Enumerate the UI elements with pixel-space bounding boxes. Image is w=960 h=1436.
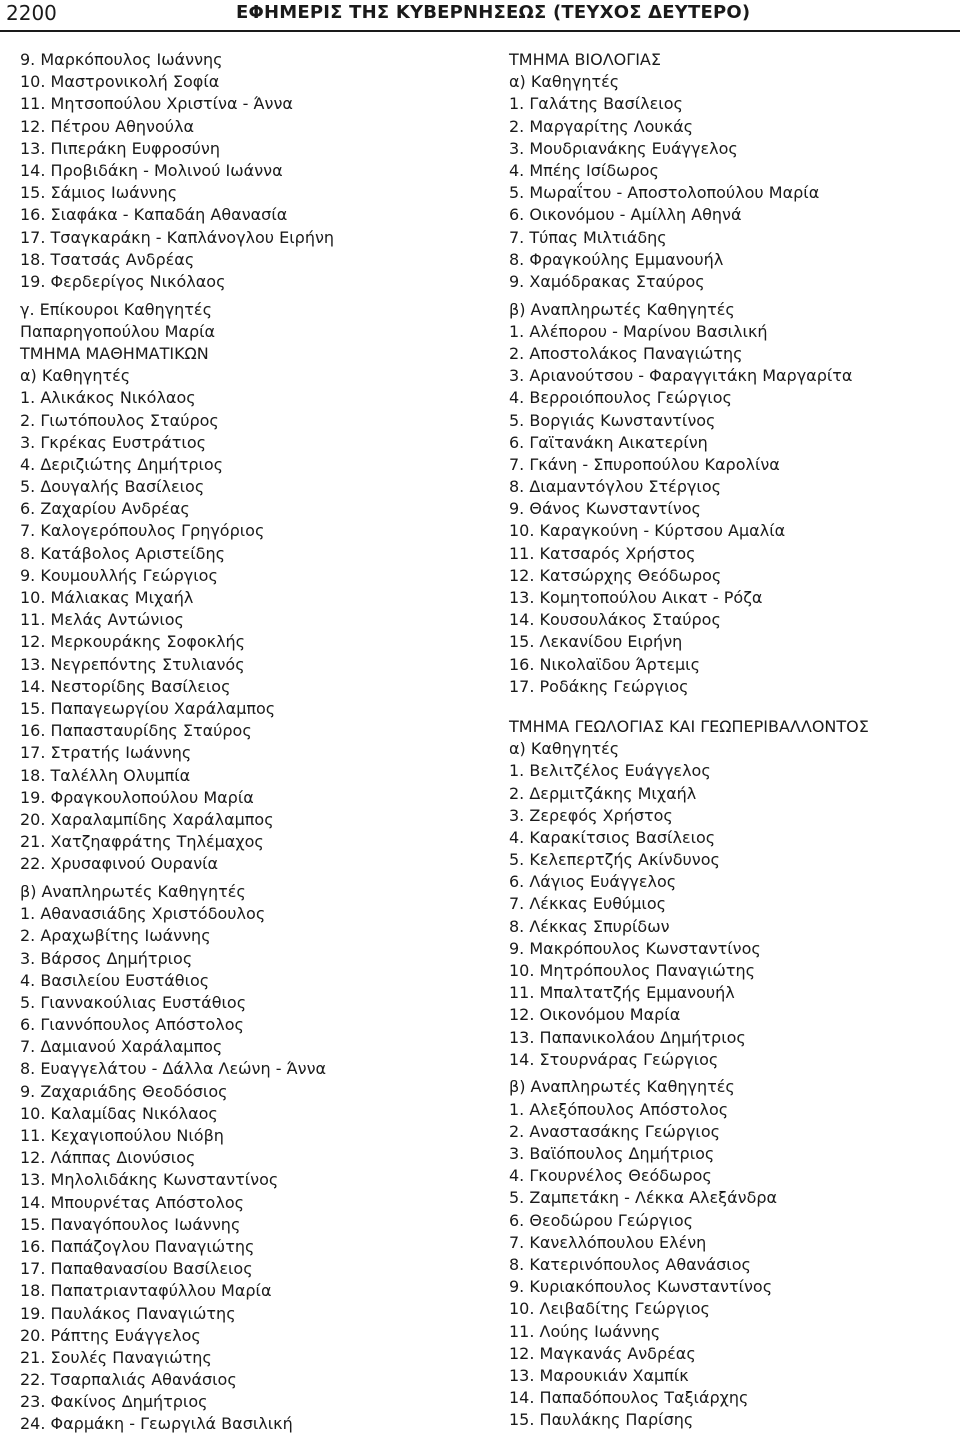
list-item: 9. Θάνος Κωνσταντίνος	[509, 499, 701, 519]
list-item: 6. Λάγιος Ευάγγελος	[509, 872, 677, 892]
list-item: 4. Βερροιόπουλος Γεώργιος	[509, 388, 732, 408]
list-item: 13. Νεγρεπόντης Στυλιανός	[20, 654, 245, 674]
header-rule	[0, 30, 960, 32]
list-item: 10. Μάλιακας Μιχαήλ	[20, 588, 194, 607]
page-number: 2200	[6, 1, 57, 25]
list-item: 13. Μηλολιδάκης Κωνσταντίνος	[20, 1170, 279, 1190]
list-item: 10. Καλαμίδας Νικόλαος	[20, 1103, 218, 1123]
list-item: 12. Οικονόμου Μαρία	[509, 1005, 681, 1025]
math-associate-list	[20, 903, 470, 1436]
list-item: 17. Στρατής Ιωάννης	[20, 743, 192, 763]
list-item: 6. Γαϊτανάκη Αικατερίνη	[509, 432, 708, 452]
list-item: 18. Ταλέλλη Ολυμπία	[20, 765, 191, 785]
list-item: 16. Παπασταυρίδης Σταύρος	[20, 721, 252, 741]
list-item: 17. Τσαγκαράκη - Καπλάνογλου Ειρήνη	[20, 227, 335, 247]
list-item: 5. Βοργιάς Κωνσταντίνος	[509, 410, 716, 430]
list-item: 3. Βαϊόπουλος Δημήτριος	[509, 1144, 715, 1163]
list-item: 5. Ζαμπετάκη - Λέκκα Αλεξάνδρα	[509, 1188, 778, 1208]
list-item: 7. Κανελλόπουλου Ελένη	[509, 1232, 707, 1252]
list-item: 6. Γιαννόπουλος Απόστολος	[20, 1015, 244, 1035]
list-item: Παπαρηγοπούλου Μαρία	[20, 321, 216, 341]
list-item: 14. Προβιδάκη - Μολινού Ιωάννα	[20, 160, 283, 180]
list-item: 2. Δερμιτζάκης Μιχαήλ	[509, 783, 697, 803]
list-item: 7. Λέκκας Ευθύμιος	[509, 894, 667, 914]
list-item: 4. Γκουρνέλος Θεόδωρος	[509, 1166, 712, 1186]
list-item: 19. Φραγκουλοπούλου Μαρία	[20, 787, 254, 807]
right-column	[509, 49, 954, 1431]
biology-associate-list	[509, 321, 954, 698]
list-item: 15. Σάμιος Ιωάννης	[20, 183, 178, 203]
list-item: 18. Παπατριανταφύλλου Μαρία	[20, 1281, 272, 1301]
list-item: 16. Νικολαϊδου Άρτεμις	[509, 654, 700, 674]
list-item: 7. Γκάνη - Σπυροπούλου Καρολίνα	[509, 454, 780, 474]
list-item: 12. Λάππας Διονύσιος	[20, 1148, 196, 1168]
list-item: 2. Αποστολάκος Παναγιώτης	[509, 343, 743, 363]
list-item: 12. Κατσώρχης Θεόδωρος	[509, 565, 722, 585]
list-item: 13. Μαρουκιάν Χαμπίκ	[509, 1365, 689, 1385]
list-item: 1. Αθανασιάδης Χριστόδουλος	[20, 904, 266, 924]
list-item: 16. Παπάζογλου Παναγιώτης	[20, 1236, 255, 1256]
list-item: 20. Ράπτης Ευάγγελος	[20, 1325, 201, 1345]
list-item: 3. Βάρσος Δημήτριος	[20, 948, 193, 968]
list-item: 7. Τύπας Μιλτιάδης	[509, 227, 667, 247]
math-professors-list	[20, 387, 470, 875]
list-item: 3. Ζερεφός Χρήστος	[509, 805, 673, 825]
list-item: 1. Βελιτζέλος Ευάγγελος	[509, 761, 711, 781]
list-item: 22. Τσαρπαλιάς Αθανάσιος	[20, 1370, 237, 1390]
list-item: 2. Αραχωβίτης Ιωάννης	[20, 926, 211, 946]
list-item: 7. Καλογερόπουλος Γρηγόριος	[20, 521, 265, 541]
list-item: 12. Μερκουράκης Σοφοκλής	[20, 632, 246, 652]
assistant-professors-list	[20, 321, 470, 343]
list-item: 4. Δεριζιώτης Δημήτριος	[20, 454, 224, 474]
list-item: 8. Κατάβολος Αριστείδης	[20, 543, 225, 563]
list-item: 17. Παπαθανασίου Βασίλειος	[20, 1259, 253, 1279]
list-item: 9. Μαρκόπουλος Ιωάννης	[20, 50, 223, 69]
list-item: 4. Μπέης Ισίδωρος	[509, 160, 659, 180]
list-item: 6. Οικονόμου - Αμίλλη Αθηνά	[509, 205, 742, 225]
list-item: 13. Παπανικολάου Δημήτριος	[509, 1027, 746, 1047]
left-column	[20, 49, 470, 1436]
list-item: 12. Μαγκανάς Ανδρέας	[509, 1343, 696, 1363]
list-item: 8. Λέκκας Σπυρίδων	[509, 916, 670, 936]
list-item: 18. Τσατσάς Ανδρέας	[20, 249, 195, 269]
list-item: 13. Κομητοπούλου Αικατ - Ρόζα	[509, 588, 763, 607]
list-item: 24. Φαρμάκη - Γεωργιλά Βασιλική	[20, 1414, 293, 1434]
list-item: 9. Ζαχαριάδης Θεοδόσιος	[20, 1081, 228, 1101]
section-heading: β) Αναπληρωτές Καθηγητές	[20, 881, 246, 901]
list-item: 10. Λειβαδίτης Γεώργιος	[509, 1299, 710, 1319]
list-item: 21. Χατζηαφράτης Τηλέμαχος	[20, 832, 264, 852]
list-item: 14. Νεστορίδης Βασίλειος	[20, 676, 231, 696]
list-item: 11. Λούης Ιωάννης	[509, 1321, 661, 1341]
list-item: 14. Κουσουλάκος Σταύρος	[509, 610, 721, 630]
section-heading: γ. Επίκουροι Καθηγητές	[20, 299, 212, 319]
list-item: 5. Δουγαλής Βασίλειος	[20, 477, 205, 497]
list-item: 8. Διαμαντόγλου Στέργιος	[509, 477, 722, 497]
list-item: 15. Παυλάκης Παρίσης	[509, 1410, 694, 1430]
page-header	[0, 0, 960, 28]
list-continued	[20, 49, 470, 293]
list-item: 15. Παναγόπουλος Ιωάννης	[20, 1214, 241, 1234]
list-item: 9. Χαμόδρακας Σταύρος	[509, 271, 705, 291]
list-item: 10. Μητρόπουλος Παναγιώτης	[509, 961, 755, 980]
list-item: 7. Δαμιανού Χαράλαμπος	[20, 1037, 223, 1057]
list-item: 2. Αναστασάκης Γεώργιος	[509, 1121, 721, 1141]
list-item: 4. Καρακίτσιος Βασίλειος	[509, 827, 716, 847]
list-item: 14. Παπαδόπουλος Ταξιάρχης	[509, 1388, 749, 1408]
list-item: 1. Αλέπορου - Μαρίνου Βασιλική	[509, 321, 768, 341]
list-item: 11. Μητσοπούλου Χριστίνα - Άννα	[20, 94, 293, 114]
list-item: 15. Παπαγεωργίου Χαράλαμπος	[20, 698, 276, 718]
list-item: 10. Καραγκούνη - Κύρτσου Αμαλία	[509, 521, 786, 541]
list-item: 9. Κουμουλλής Γεώργιος	[20, 565, 218, 585]
list-item: 15. Λεκανίδου Ειρήνη	[509, 632, 683, 652]
list-item: 14. Μπουρνέτας Απόστολος	[20, 1192, 244, 1212]
section-heading: α) Καθηγητές	[509, 72, 620, 92]
list-item: 5. Κελεπερτζής Ακίνδυνος	[509, 850, 720, 870]
list-item: 8. Ευαγγελάτου - Δάλλα Λεώνη - Άννα	[20, 1059, 327, 1079]
list-item: 21. Σουλές Παναγιώτης	[20, 1347, 212, 1367]
list-item: 3. Γκρέκας Ευστράτιος	[20, 432, 207, 452]
geology-associate-list	[509, 1099, 954, 1432]
list-item: 1. Γαλάτης Βασίλειος	[509, 94, 683, 114]
list-item: 2. Μαργαρίτης Λουκάς	[509, 116, 694, 136]
list-item: 14. Στουρνάρας Γεώργιος	[509, 1049, 719, 1069]
section-heading: α) Καθηγητές	[20, 366, 131, 386]
section-heading: β) Αναπληρωτές Καθηγητές	[509, 1077, 735, 1097]
list-item: 9. Κυριακόπουλος Κωνσταντίνος	[509, 1277, 773, 1297]
list-item: 11. Μελάς Αντώνιος	[20, 610, 184, 630]
list-item: 3. Αριανούτσου - Φαραγγιτάκη Μαργαρίτα	[509, 366, 853, 386]
section-heading: β) Αναπληρωτές Καθηγητές	[509, 299, 735, 319]
list-item: 3. Μουδριανάκης Ευάγγελος	[509, 138, 738, 158]
list-item: 20. Χαραλαμπίδης Χαράλαμπος	[20, 809, 274, 829]
list-item: 1. Αλικάκος Νικόλαος	[20, 388, 196, 408]
list-item: 22. Χρυσαφινού Ουρανία	[20, 854, 219, 874]
list-item: 8. Κατερινόπουλος Αθανάσιος	[509, 1254, 751, 1274]
journal-title: ΕΦΗΜΕΡΙΣ ΤΗΣ ΚΥΒΕΡΝΗΣΕΩΣ (ΤΕΥΧΟΣ ΔΕΥΤΕΡΟ)	[236, 2, 751, 23]
list-item: 16. Σιαφάκα - Καπαδάη Αθανασία	[20, 205, 288, 225]
biology-professors-list	[509, 93, 954, 293]
list-item: 11. Κατσαρός Χρήστος	[509, 543, 696, 563]
list-item: 1. Αλεξόπουλος Απόστολος	[509, 1099, 729, 1119]
list-item: 23. Φακίνος Δημήτριος	[20, 1392, 208, 1412]
list-item: 6. Θεοδώρου Γεώργιος	[509, 1210, 694, 1230]
list-item: 12. Πέτρου Αθηνούλα	[20, 116, 195, 136]
list-item: 13. Πιπεράκη Ευφροσύνη	[20, 138, 220, 158]
list-item: 10. Μαστρονικολή Σοφία	[20, 72, 220, 92]
list-item: 5. Μωραΐτου - Αποστολοπούλου Μαρία	[509, 183, 820, 203]
list-item: 6. Ζαχαρίου Ανδρέας	[20, 499, 190, 519]
section-heading: α) Καθηγητές	[509, 739, 620, 759]
department-heading-geology: ΤΜΗΜΑ ΓΕΩΛΟΓΙΑΣ ΚΑΙ ΓΕΩΠΕΡΙΒΑΛΛΟΝΤΟΣ	[509, 716, 869, 736]
list-item: 11. Κεχαγιοπούλου Νιόβη	[20, 1126, 224, 1145]
list-item: 19. Φερδερίγος Νικόλαος	[20, 271, 226, 291]
department-heading-biology: ΤΜΗΜΑ ΒΙΟΛΟΓΙΑΣ	[509, 50, 661, 69]
list-item: 2. Γιωτόπουλος Σταύρος	[20, 410, 219, 430]
list-item: 4. Βασιλείου Ευστάθιος	[20, 970, 210, 990]
list-item: 5. Γιαννακούλιας Ευστάθιος	[20, 992, 247, 1012]
list-item: 19. Παυλάκος Παναγιώτης	[20, 1303, 236, 1323]
department-heading-math: ΤΜΗΜΑ ΜΑΘΗΜΑΤΙΚΩΝ	[20, 343, 209, 363]
list-item: 17. Ροδάκης Γεώργιος	[509, 676, 689, 696]
list-item: 9. Μακρόπουλος Κωνσταντίνος	[509, 938, 761, 958]
list-item: 8. Φραγκούλης Εμμανουήλ	[509, 249, 724, 269]
list-item: 11. Μπαλτατζής Εμμανουήλ	[509, 983, 735, 1003]
geology-professors-list	[509, 760, 954, 1071]
